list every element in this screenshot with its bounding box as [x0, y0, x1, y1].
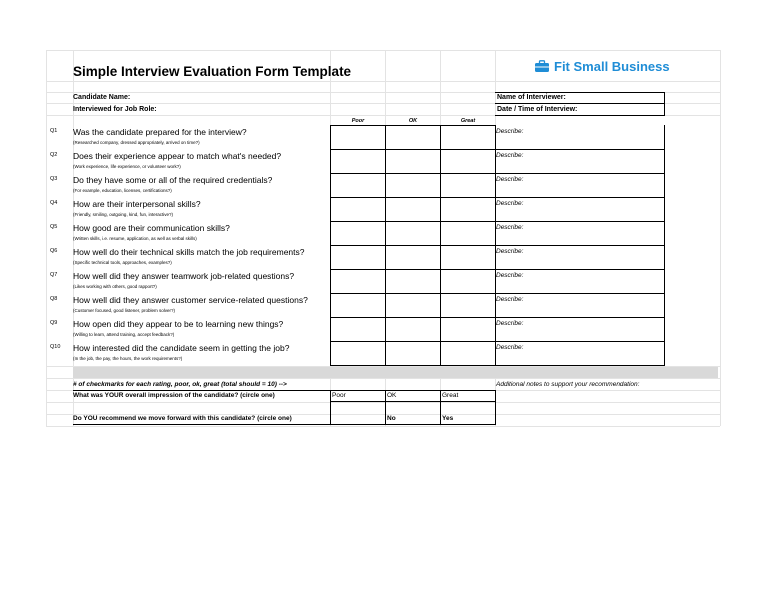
- question-number: Q6: [50, 248, 58, 254]
- rating-poor-cell[interactable]: [331, 270, 385, 292]
- rating-poor-cell[interactable]: [331, 174, 385, 196]
- recommend-option-yes[interactable]: Yes: [442, 415, 454, 422]
- recommend-option-no[interactable]: No: [387, 415, 396, 422]
- brand-name: Fit Small Business: [554, 59, 670, 74]
- question-hint: (Written skills, i.e. resume, application, as well as verbal skills): [73, 236, 197, 241]
- rating-poor-cell[interactable]: [331, 198, 385, 220]
- rating-ok-cell[interactable]: [386, 318, 440, 340]
- question-hint: (Specific technical tools, approaches, examples?): [73, 260, 172, 265]
- question-text: Do they have some or all of the required credentials?: [73, 175, 273, 185]
- job-role-label: Interviewed for Job Role:: [73, 106, 157, 113]
- question-number: Q10: [50, 344, 61, 350]
- describe-field[interactable]: Describe:: [496, 224, 524, 231]
- header-ok: OK: [408, 118, 418, 124]
- question-text: How well do their technical skills match the job requirements?: [73, 247, 305, 257]
- checkmarks-label: # of checkmarks for each rating, poor, ok, great (total should = 10) -->: [73, 381, 287, 388]
- question-hint: (Likes working with others, good rapport?): [73, 284, 157, 289]
- rating-great-cell[interactable]: [441, 126, 495, 148]
- rating-great-cell[interactable]: [441, 150, 495, 172]
- question-number: Q7: [50, 272, 58, 278]
- question-text: How well did they answer teamwork job-related questions?: [73, 271, 295, 281]
- question-text: Does their experience appear to match what's needed?: [73, 151, 282, 161]
- rating-poor-cell[interactable]: [331, 126, 385, 148]
- question-text: How open did they appear to be to learning new things?: [73, 319, 284, 329]
- question-text: How well did they answer customer service-related questions?: [73, 295, 308, 305]
- rating-poor-cell[interactable]: [331, 150, 385, 172]
- describe-field[interactable]: Describe:: [496, 200, 524, 207]
- overall-option-great[interactable]: Great: [442, 392, 459, 399]
- additional-notes-label: Additional notes to support your recommendation:: [496, 381, 640, 388]
- rating-great-cell[interactable]: [441, 270, 495, 292]
- question-number: Q3: [50, 176, 58, 182]
- rating-poor-cell[interactable]: [331, 294, 385, 316]
- interview-datetime-label: Date / Time of Interview:: [497, 106, 578, 113]
- question-hint: (Researched company, dressed appropriately, arrived on time?): [73, 140, 200, 145]
- recommend-label: Do YOU recommend we move forward with this candidate? (circle one): [73, 415, 292, 422]
- question-hint: (Work experience, life experience, or volunteer work?): [73, 164, 181, 169]
- rating-ok-cell[interactable]: [386, 246, 440, 268]
- rating-great-cell[interactable]: [441, 318, 495, 340]
- interviewer-name-label: Name of Interviewer:: [497, 94, 566, 101]
- describe-field[interactable]: Describe:: [496, 152, 524, 159]
- rating-ok-cell[interactable]: [386, 198, 440, 220]
- rating-great-cell[interactable]: [441, 342, 495, 364]
- rating-poor-cell[interactable]: [331, 222, 385, 244]
- brand-logo: [534, 59, 670, 74]
- overall-impression-label: What was YOUR overall impression of the candidate? (circle one): [73, 392, 275, 399]
- question-hint: (Friendly, smiling, outgoing, kind, fun, interactive?): [73, 212, 173, 217]
- question-number: Q5: [50, 224, 58, 230]
- question-hint: (For example, education, licenses, certifications?): [73, 188, 172, 193]
- describe-field[interactable]: Describe:: [496, 320, 524, 327]
- rating-poor-cell[interactable]: [331, 342, 385, 364]
- rating-great-cell[interactable]: [441, 246, 495, 268]
- briefcase-icon: [534, 60, 550, 73]
- candidate-name-label: Candidate Name:: [73, 94, 131, 101]
- describe-field[interactable]: Describe:: [496, 248, 524, 255]
- describe-field[interactable]: Describe:: [496, 296, 524, 303]
- question-text: How good are their communication skills?: [73, 223, 230, 233]
- rating-great-cell[interactable]: [441, 198, 495, 220]
- overall-option-ok[interactable]: OK: [387, 392, 397, 399]
- rating-great-cell[interactable]: [441, 294, 495, 316]
- describe-field[interactable]: Describe:: [496, 272, 524, 279]
- rating-great-cell[interactable]: [441, 222, 495, 244]
- describe-field[interactable]: Describe:: [496, 176, 524, 183]
- rating-ok-cell[interactable]: [386, 270, 440, 292]
- question-hint: (In the job, the pay, the hours, the work requirements?): [73, 356, 183, 361]
- rating-ok-cell[interactable]: [386, 126, 440, 148]
- question-hint: (Willing to learn, attend training, accept feedback?): [73, 332, 175, 337]
- question-number: Q4: [50, 200, 58, 206]
- rating-poor-cell[interactable]: [331, 318, 385, 340]
- rating-ok-cell[interactable]: [386, 222, 440, 244]
- question-hint: (Customer focused, good listener, problem solver?): [73, 308, 176, 313]
- describe-field[interactable]: Describe:: [496, 128, 524, 135]
- overall-option-poor[interactable]: Poor: [332, 392, 346, 399]
- question-text: How interested did the candidate seem in getting the job?: [73, 343, 290, 353]
- describe-field[interactable]: Describe:: [496, 344, 524, 351]
- question-number: Q1: [50, 128, 58, 134]
- header-great: Great: [460, 118, 476, 124]
- form-title: Simple Interview Evaluation Form Template: [73, 64, 352, 79]
- rating-ok-cell[interactable]: [386, 174, 440, 196]
- question-text: How are their interpersonal skills?: [73, 199, 201, 209]
- spreadsheet: [46, 50, 720, 426]
- question-number: Q9: [50, 320, 58, 326]
- rating-great-cell[interactable]: [441, 174, 495, 196]
- rating-poor-cell[interactable]: [331, 246, 385, 268]
- rating-ok-cell[interactable]: [386, 342, 440, 364]
- separator-bar: [73, 367, 718, 378]
- header-poor: Poor: [351, 118, 365, 124]
- question-text: Was the candidate prepared for the interview?: [73, 127, 247, 137]
- rating-ok-cell[interactable]: [386, 150, 440, 172]
- rating-ok-cell[interactable]: [386, 294, 440, 316]
- question-number: Q8: [50, 296, 58, 302]
- question-number: Q2: [50, 152, 58, 158]
